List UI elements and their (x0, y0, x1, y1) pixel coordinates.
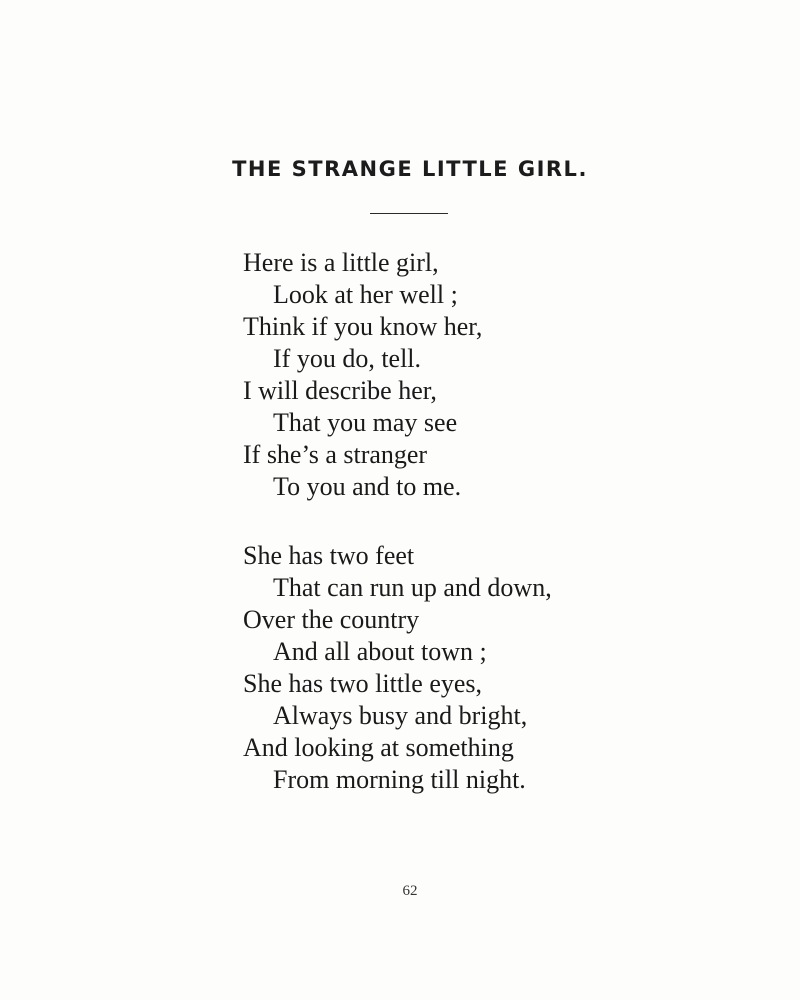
title-divider (370, 213, 448, 214)
poem-line: To you and to me. (273, 472, 462, 501)
poem-line: She has two little eyes, (243, 669, 483, 698)
poem-line: And all about town ; (273, 637, 487, 666)
stanza-1 (243, 247, 482, 503)
stanza-2 (243, 540, 552, 796)
poem-line: If she’s a stranger (243, 440, 428, 469)
poem-line: Think if you know her, (243, 312, 483, 341)
poem-line: Here is a little girl, (243, 248, 439, 277)
poem-line: Look at her well ; (273, 280, 458, 309)
poem-line: I will describe her, (243, 376, 437, 405)
page-number: 62 (402, 883, 418, 899)
poem-line: Over the country (243, 605, 420, 634)
poem-line: And looking at something (243, 733, 514, 762)
poem-title: THE STRANGE LITTLE GIRL. (232, 157, 588, 181)
poem-line: From morning till night. (273, 765, 526, 794)
poem-line: She has two feet (243, 541, 415, 570)
poem-line: Always busy and bright, (273, 701, 528, 730)
poem-line: If you do, tell. (273, 344, 422, 373)
poem-line: That can run up and down, (273, 573, 552, 602)
poem-line: That you may see (273, 408, 458, 437)
